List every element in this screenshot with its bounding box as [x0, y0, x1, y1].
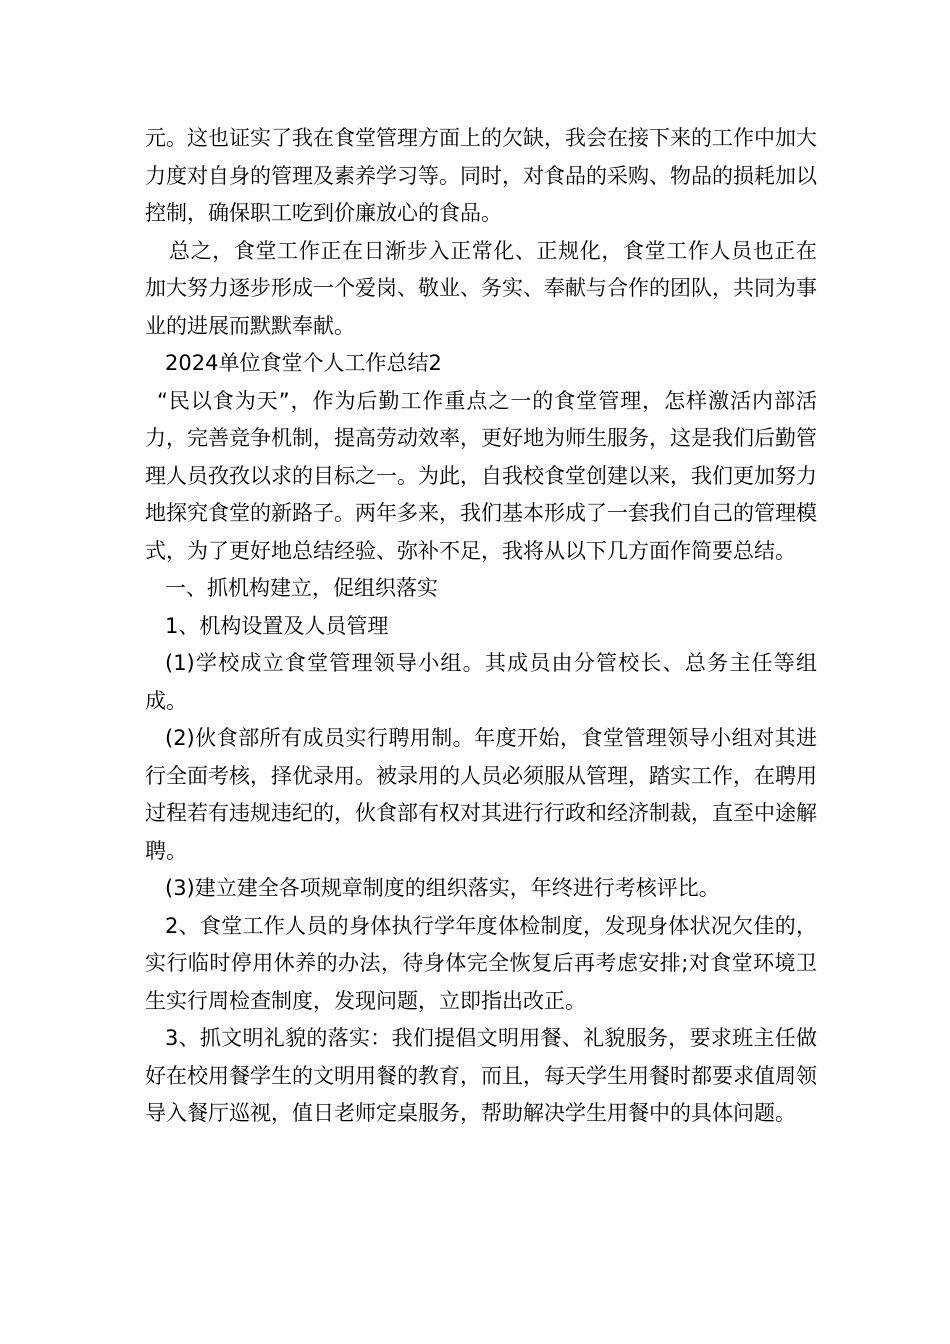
- paragraph-intro: “民以食为天”，作为后勤工作重点之一的食堂管理，怎样激活内部活力，完善竞争机制，提高劳动效率，更好地为师生服务，这是我们后勤管理人员孜孜以求的目标之一。为此，自我校食堂创建以来，我们更加努力地探究食堂的新路子。两年多来，我们基本形成了一套我们自己的管理模式，为了更好地总结经验、弥补不足，我将从以下几方面作简要总结。: [145, 388, 817, 563]
- paragraph-conclusion: 总之，食堂工作正在日渐步入正常化、正规化，食堂工作人员也正在加大努力逐步形成一个爱岗、敬业、务实、奉献与合作的团队，共同为事业的进展而默默奉献。: [145, 238, 817, 338]
- heading-level-1: 一、抓机构建立，促组织落实: [165, 576, 438, 600]
- paragraph-health-check: 2、食堂工作人员的身体执行学年度体检制度，发现身体状况欠佳的，实行临时停用休养的办法，待身体完全恢复后再考虑安排;对食堂环境卫生实行周检查制度，发现问题，立即指出改正。: [145, 913, 817, 1013]
- document-body: [145, 120, 817, 1133]
- heading-level-2: 1、机构设置及人员管理: [165, 613, 389, 638]
- list-item-2: (2)伙食部所有成员实行聘用制。年度开始，食堂管理领导小组对其进行全面考核，择优录用。被录用的人员必须服从管理，踏实工作，在聘用过程若有违规违纪的，伙食部有权对其进行行政和经济制裁，直至中途解聘。: [145, 726, 817, 863]
- section-title: 2024单位食堂个人工作总结2: [165, 351, 442, 375]
- paragraph-continuation: 元。这也证实了我在食堂管理方面上的欠缺，我会在接下来的工作中加大力度对自身的管理及素养学习等。同时，对食品的采购、物品的损耗加以控制，确保职工吃到价廉放心的食品。: [145, 126, 817, 225]
- paragraph-etiquette: 3、抓文明礼貌的落实：我们提倡文明用餐、礼貌服务，要求班主任做好在校用餐学生的文明用餐的教育，而且，每天学生用餐时都要求值周领导入餐厅巡视，值日老师定桌服务，帮助解决学生用餐中的具体问题。: [145, 1026, 817, 1125]
- list-item-3: (3)建立建全各项规章制度的组织落实，年终进行考核评比。: [165, 876, 720, 900]
- list-item-1: (1)学校成立食堂管理领导小组。其成员由分管校长、总务主任等组成。: [145, 651, 817, 713]
